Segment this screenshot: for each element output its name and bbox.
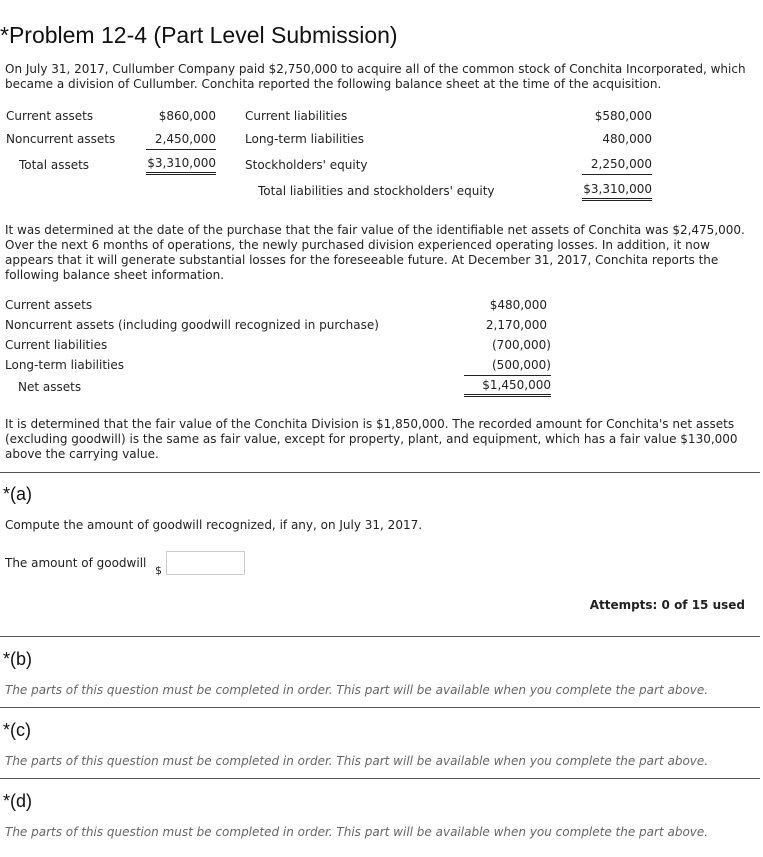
equity-value: 2,250,000 <box>582 157 652 175</box>
third-paragraph: It is determined that the fair value of the Conchita Division is $1,850,000. The recorded amount for Conchita's net assets (excluding goodwill) is the same as fair value, except for property, plant, and equipment, which has a fair value $130,000 above the carrying value. <box>5 417 738 461</box>
net-assets-label: Net assets <box>18 380 82 394</box>
second-paragraph: It was determined at the date of the purchase that the fair value of the identifiable net assets of Conchita was $2,475,000. Over the next 6 months of operations, the newly purchased division experienced operating losses. In addition, it now appears that it will generate substantial losses for the foreseeable future. At December 31, 2017, Conchita reports the following balance sheet information. <box>5 223 745 282</box>
divider <box>0 778 760 779</box>
currency-symbol: $ <box>155 564 162 577</box>
total-le-label: Total liabilities and stockholders' equity <box>258 184 495 198</box>
net-assets-value: $1,450,000 <box>464 378 551 397</box>
current-liabilities-label: Current liabilities <box>245 109 348 123</box>
divider <box>0 472 760 473</box>
bs2-row-value: (500,000) <box>464 358 551 376</box>
bs2-row-value: 2,170,000 <box>485 318 547 332</box>
attempts-counter: Attempts: 0 of 15 used <box>589 598 745 612</box>
part-b-heading: *(b) <box>3 649 33 669</box>
total-assets-value: $3,310,000 <box>146 156 216 175</box>
divider <box>0 707 760 708</box>
bs2-row-label: Current liabilities <box>5 338 108 352</box>
part-a-heading: *(a) <box>3 484 33 504</box>
part-c-heading: *(c) <box>3 720 31 740</box>
longterm-liabilities-label: Long-term liabilities <box>245 132 364 146</box>
part-b-note: The parts of this question must be completed in order. This part will be available when you complete the part above. <box>5 683 709 697</box>
current-liabilities-value: $580,000 <box>594 109 652 123</box>
divider <box>0 636 760 637</box>
goodwill-label: The amount of goodwill <box>5 556 147 570</box>
equity-label: Stockholders' equity <box>245 158 368 172</box>
total-assets-label: Total assets <box>19 158 90 172</box>
part-a-question: Compute the amount of goodwill recognized, if any, on July 31, 2017. <box>5 518 423 532</box>
noncurrent-assets-value: 2,450,000 <box>146 132 216 150</box>
part-d-heading: *(d) <box>3 791 33 811</box>
bs2-row-value: (700,000) <box>492 338 551 352</box>
longterm-liabilities-value: 480,000 <box>602 132 652 146</box>
total-le-value: $3,310,000 <box>582 182 652 201</box>
noncurrent-assets-label: Noncurrent assets <box>6 132 116 146</box>
goodwill-input[interactable] <box>166 551 245 575</box>
bs2-row-label: Noncurrent assets (including goodwill recognized in purchase) <box>5 318 379 332</box>
part-d-note: The parts of this question must be completed in order. This part will be available when you complete the part above. <box>5 825 709 839</box>
intro-paragraph: On July 31, 2017, Cullumber Company paid $2,750,000 to acquire all of the common stock of Conchita Incorporated, which became a division of Cullumber. Conchita reported the following balance sheet at the time of the acquisition. <box>5 62 746 91</box>
current-assets-label: Current assets <box>6 109 94 123</box>
current-assets-value: $860,000 <box>158 109 216 123</box>
bs2-row-value: $480,000 <box>489 298 547 312</box>
bs2-row-label: Current assets <box>5 298 93 312</box>
bs2-row-label: Long-term liabilities <box>5 358 124 372</box>
part-c-note: The parts of this question must be completed in order. This part will be available when you complete the part above. <box>5 754 709 768</box>
page-title: *Problem 12-4 (Part Level Submission) <box>0 22 398 48</box>
